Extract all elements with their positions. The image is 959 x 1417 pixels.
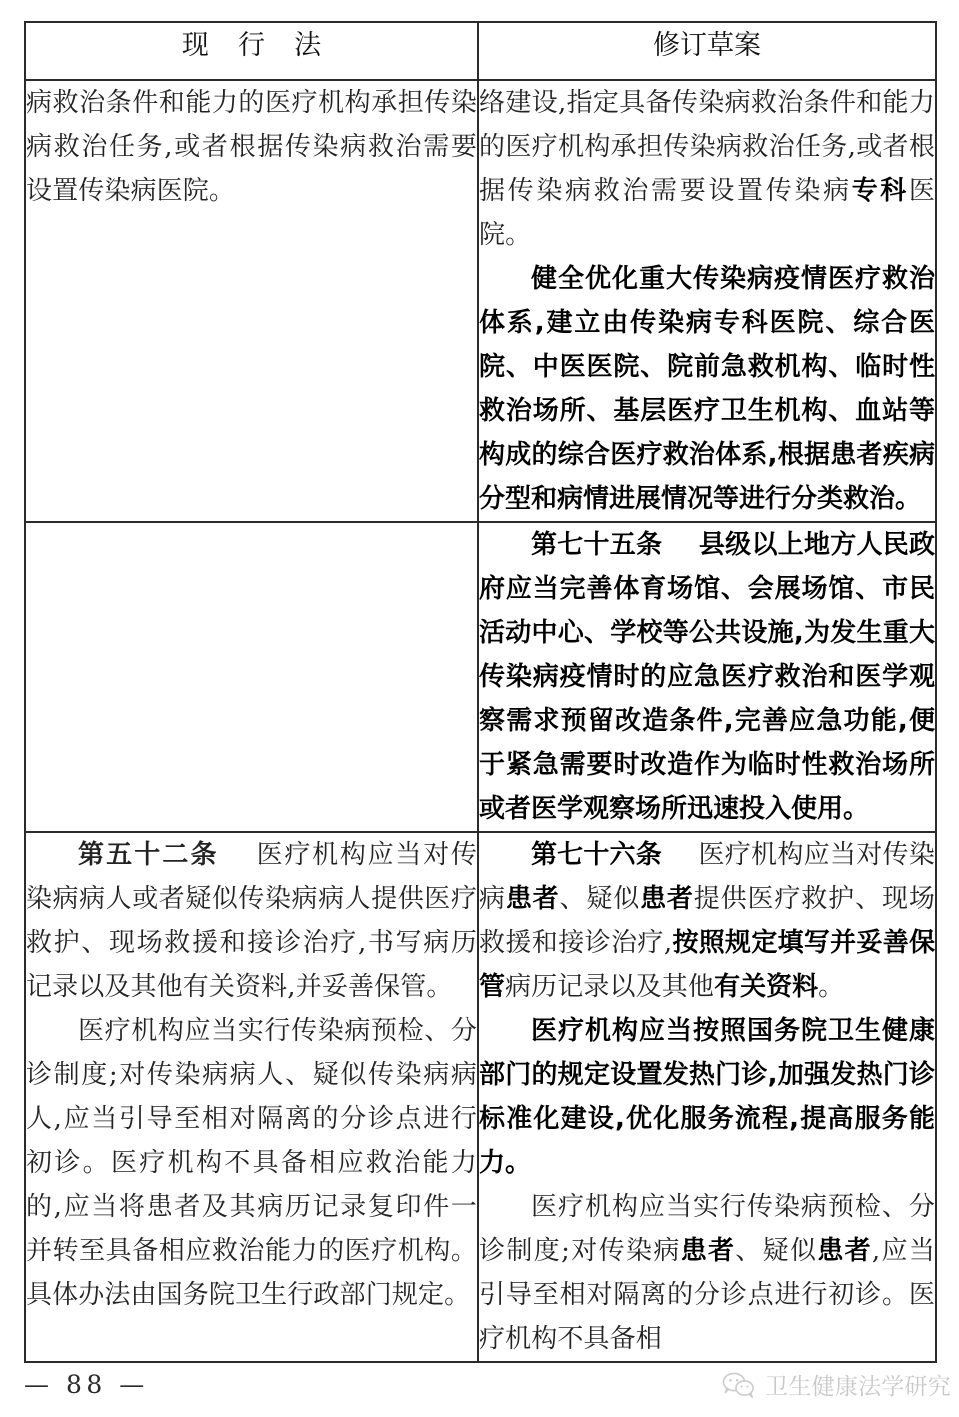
page-footer: [0, 1368, 959, 1417]
paragraph: [479, 1185, 935, 1361]
body-text: 络建设,指定具备传染病救治条件和能力的医疗机构承担传染病救治任务,或者根据传染病救治需要设置传染病: [479, 88, 935, 206]
cell-current-law: [25, 80, 478, 522]
wechat-icon: [722, 1371, 756, 1399]
body-text: 医疗机构应当实行传染病预检、分诊制度;对传染病: [479, 1192, 935, 1266]
column-header-revision-draft-label: 修订草案: [653, 30, 761, 61]
paragraph: [26, 81, 477, 213]
table-body: [25, 80, 936, 1362]
body-text: 提供医疗救护、现场救援和接诊治疗,: [479, 884, 936, 958]
body-text: 医疗机构应当实行传染病预检、分诊制度;对传染病病人、疑似传染病病人,应当引导至相对隔离的分诊点进行初诊。医疗机构不具备相应救治能力的,应当将患者及其病历记录复印件一并转至具备相应救治能力的医疗机构。具体办法由国务院卫生行政部门规定。: [26, 1016, 477, 1310]
inserted-text: 县级以上地方人民政府应当完善体育场馆、会展场馆、市民活动中心、学校等公共设施,为发生重大传染病疫情时的应急医疗救治和医学观察需求预留改造条件,完善应急功能,便于紧急需要时改造作为临时性救治场所或者医学观察场所迅速投入使用。: [479, 530, 935, 824]
inserted-text: 患者: [817, 1236, 872, 1266]
table-row: [25, 522, 936, 832]
inserted-text: 医疗机构应当按照国务院卫生健康部门的规定设置发热门诊,加强发热门诊标准化建设,优化服务流程,提高服务能力。: [479, 1016, 935, 1178]
inserted-text: 患者: [640, 884, 694, 914]
article-number: 第七十六条: [531, 840, 662, 870]
body-text: 医院。: [479, 176, 935, 250]
column-header-revision-draft: [478, 22, 936, 80]
law-comparison-table: [24, 21, 937, 1363]
inserted-text: 有关资料: [714, 972, 819, 1002]
cell-revision-draft: [478, 522, 936, 832]
watermark: [722, 1368, 951, 1401]
paragraph: [479, 523, 935, 831]
body-text: 、疑似: [559, 884, 641, 914]
paragraph: [479, 81, 935, 257]
cell-current-law: [25, 522, 478, 832]
article-number: 第五十二条: [78, 840, 219, 870]
page-number: — 88 —: [24, 1370, 149, 1399]
inserted-text: 按照规定填写并妥善保管: [479, 928, 935, 1002]
paragraph: [26, 833, 477, 1009]
body-text: ,应当引导至相对隔离的分诊点进行初诊。医疗机构不具备相: [479, 1236, 935, 1354]
table-header: [25, 22, 936, 80]
table-row: [25, 832, 936, 1362]
paragraph: [26, 1009, 477, 1317]
body-text: 病救治条件和能力的医疗机构承担传染病救治任务,或者根据传染病救治需要设置传染病医院。: [26, 88, 477, 206]
paragraph: [479, 833, 935, 1009]
body-text: 医疗机构应当对传染病: [479, 840, 935, 914]
inserted-text: 患者: [680, 1236, 736, 1266]
inserted-text: 患者: [505, 884, 560, 914]
article-number: 第七十五条: [531, 530, 663, 560]
body-text: 病历记录以及其他: [505, 972, 715, 1002]
cell-current-law: [25, 832, 478, 1362]
column-header-current-law: [25, 22, 478, 80]
table-row: [25, 80, 936, 522]
inserted-text: 健全优化重大传染病疫情医疗救治体系,建立由传染病专科医院、综合医院、中医医院、院前急救机构、临时性救治场所、基层医疗卫生机构、血站等构成的综合医疗救治体系,根据患者疾病分型和病情进展情况等进行分类救治。: [479, 264, 935, 514]
watermark-label: 卫生健康法学研究: [765, 1374, 951, 1400]
table-header-row: [25, 22, 936, 80]
body-text: 医疗机构应当对传染病病人或者疑似传染病病人提供医疗救护、现场救援和接诊治疗,书写病历记录以及其他有关资料,并妥善保管。: [26, 840, 477, 1002]
column-header-current-law-label: 现 行 法: [181, 30, 332, 61]
inserted-text: 专科: [851, 176, 909, 206]
cell-revision-draft: [478, 832, 936, 1362]
cell-revision-draft: [478, 80, 936, 522]
paragraph: [479, 257, 935, 521]
body-text: 。: [818, 972, 845, 1002]
body-text: 、疑似: [735, 1236, 818, 1266]
paragraph: [479, 1009, 935, 1185]
